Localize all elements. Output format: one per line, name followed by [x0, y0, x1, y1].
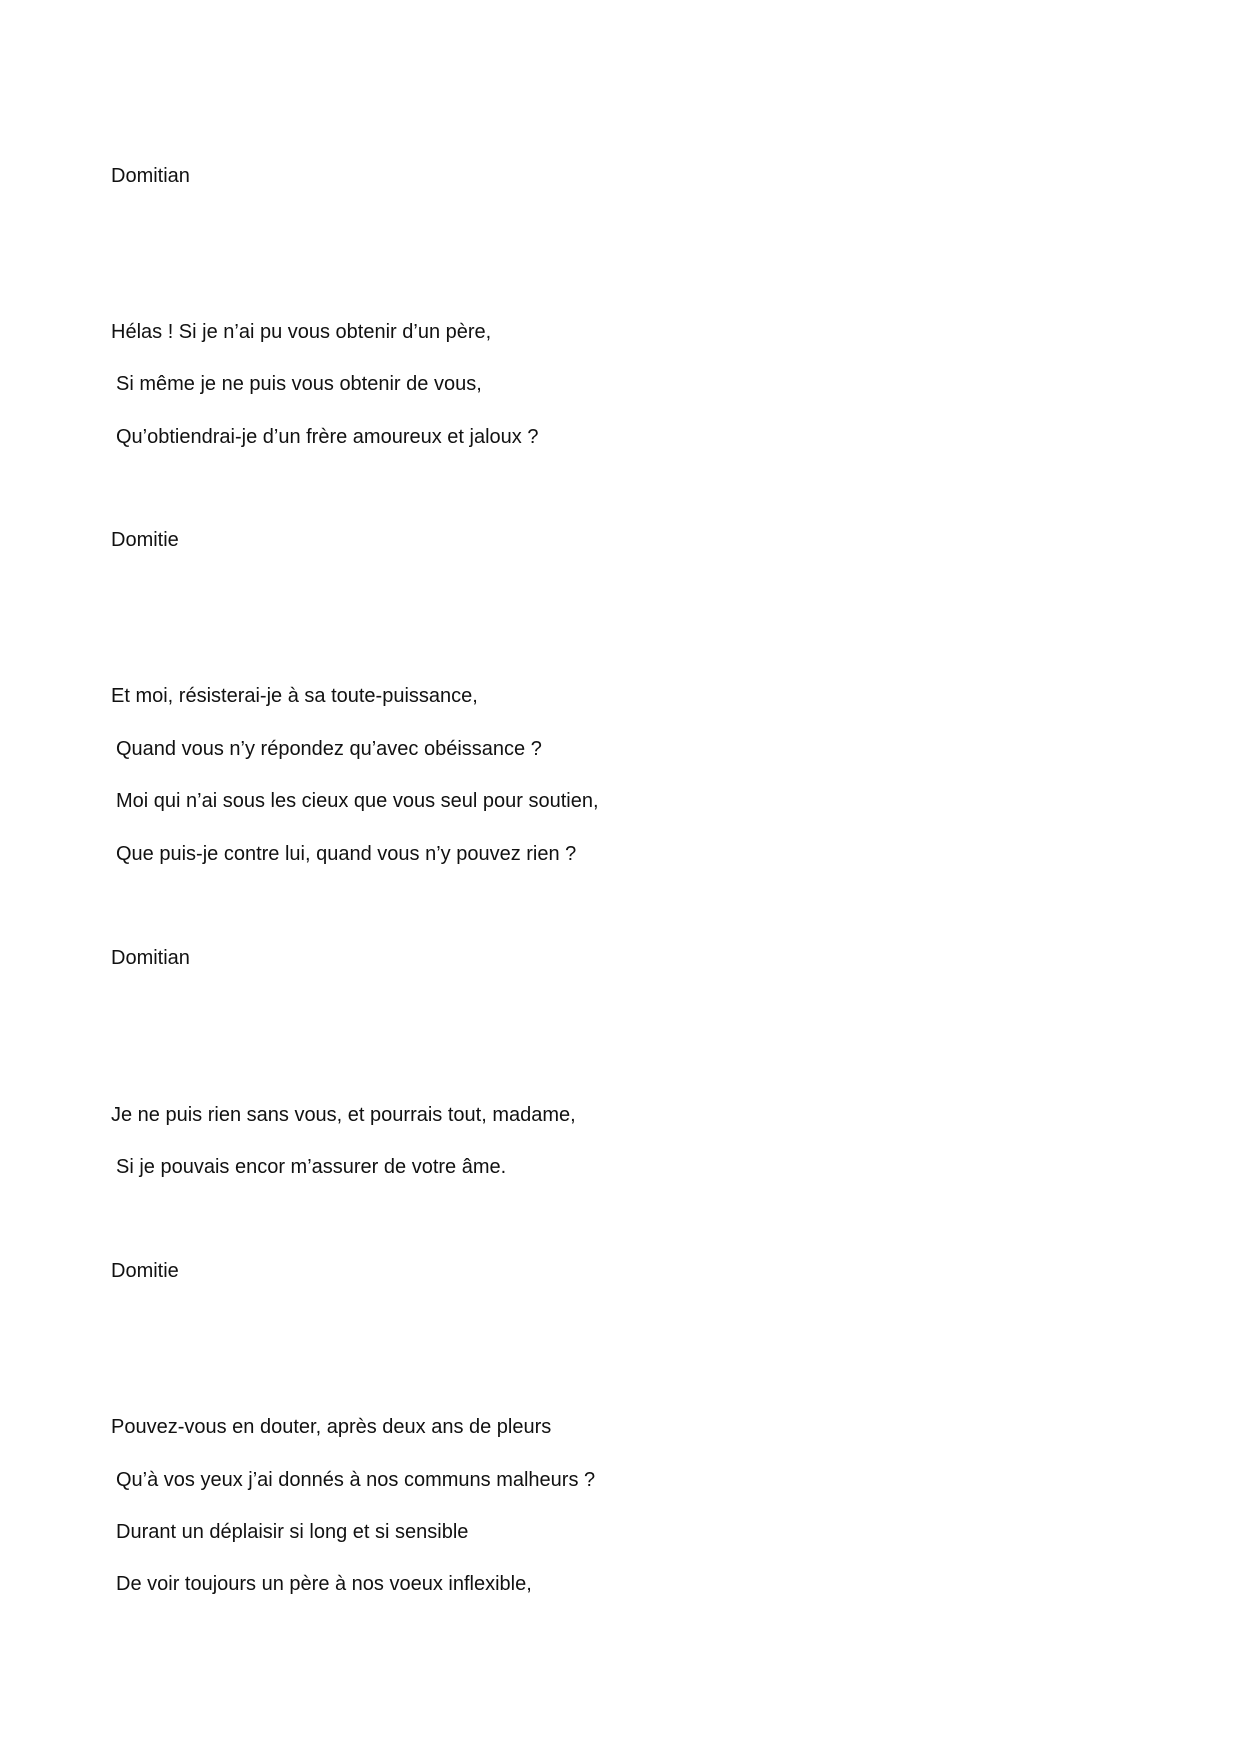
- speaker-name: Domitian: [111, 947, 190, 969]
- verse-line: De voir toujours un père à nos voeux inflexible,: [116, 1573, 532, 1595]
- verse-line: Que puis-je contre lui, quand vous n’y pouvez rien ?: [116, 843, 577, 865]
- verse-line: Je ne puis rien sans vous, et pourrais tout, madame,: [111, 1104, 576, 1126]
- speaker-name: Domitian: [111, 165, 190, 187]
- verse-line: Hélas ! Si je n’ai pu vous obtenir d’un père,: [111, 321, 492, 343]
- verse-line: Pouvez-vous en douter, après deux ans de pleurs: [111, 1416, 552, 1438]
- verse-line: Durant un déplaisir si long et si sensible: [116, 1521, 469, 1543]
- verse-line: Si même je ne puis vous obtenir de vous,: [116, 373, 482, 395]
- verse-line: Qu’à vos yeux j’ai donnés à nos communs malheurs ?: [116, 1469, 596, 1491]
- verse-line: Moi qui n’ai sous les cieux que vous seul pour soutien,: [116, 790, 599, 812]
- verse-line: Qu’obtiendrai-je d’un frère amoureux et jaloux ?: [116, 426, 539, 448]
- verse-line: Si je pouvais encor m’assurer de votre âme.: [116, 1156, 507, 1178]
- verse-line: Quand vous n’y répondez qu’avec obéissance ?: [116, 738, 542, 760]
- speaker-name: Domitie: [111, 1260, 179, 1282]
- speaker-name: Domitie: [111, 529, 179, 551]
- verse-line: Et moi, résisterai-je à sa toute-puissance,: [111, 685, 478, 707]
